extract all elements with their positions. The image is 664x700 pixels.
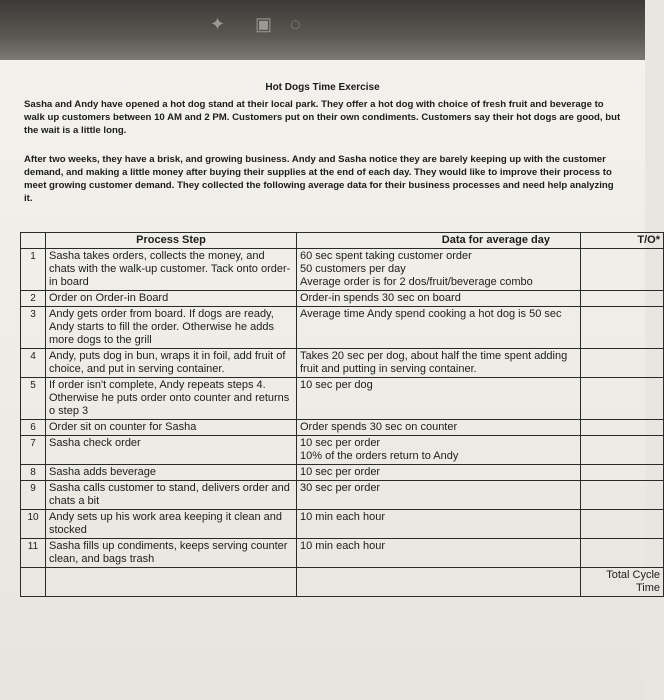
row-process-step: Sasha calls customer to stand, delivers order and chats a bit [46,481,297,510]
row-number: 10 [21,510,46,539]
photo-top-dark-band [0,0,645,60]
row-data: 10 sec per dog [297,378,581,420]
row-tio [581,378,664,420]
row-number: 5 [21,378,46,420]
row-data: 30 sec per order [297,481,581,510]
table-header-row [21,233,664,249]
table-row [21,378,664,420]
row-number: 3 [21,307,46,349]
row-data: Order-in spends 30 sec on board [297,291,581,307]
row-process-step: Sasha adds beverage [46,465,297,481]
process-table [20,232,664,597]
row-tio [581,349,664,378]
row-process-step: Andy, puts dog in bun, wraps it in foil, add fruit of choice, and put in serving container. [46,349,297,378]
row-number: 2 [21,291,46,307]
row-number: 8 [21,465,46,481]
row-data: 10 sec per order 10% of the orders return to Andy [297,436,581,465]
row-tio [581,249,664,291]
header-tio: T/O* [581,233,664,249]
row-data: Takes 20 sec per dog, about half the time spent adding fruit and putting in serving container. [297,349,581,378]
row-data: Average time Andy spend cooking a hot dog is 50 sec [297,307,581,349]
row-tio [581,420,664,436]
row-tio [581,539,664,568]
context-paragraph: After two weeks, they have a brisk, and growing business. Andy and Sasha notice they are barely keeping up with the customer demand, and making a little money after buying their supplies at the end of each day. They would like to improve their process to meet growing customer demand. They collected the following average data for their business processes and need help analyzing it. [24,154,614,204]
table-row [21,465,664,481]
row-process-step: If order isn't complete, Andy repeats steps 4. Otherwise he puts order onto counter and returns o step 3 [46,378,297,420]
row-tio [581,481,664,510]
row-data: 10 sec per order [297,465,581,481]
row-tio [581,510,664,539]
row-process-step: Andy gets order from board. If dogs are ready, Andy starts to fill the order. Otherwise he adds more dogs to the grill [46,307,297,349]
table-footer-row [21,568,664,597]
row-tio [581,307,664,349]
row-process-step: Order sit on counter for Sasha [46,420,297,436]
table-row [21,349,664,378]
table-row [21,510,664,539]
table-row [21,249,664,291]
row-number: 6 [21,420,46,436]
row-tio [581,291,664,307]
footer-num-cell [21,568,46,597]
document-title: Hot Dogs Time Exercise [265,82,380,93]
row-tio [581,436,664,465]
header-data: Data for average day [297,233,581,249]
header-process-step: Process Step [46,233,297,249]
row-number: 1 [21,249,46,291]
row-number: 11 [21,539,46,568]
intro-paragraph: Sasha and Andy have opened a hot dog stand at their local park. They offer a hot dog with choice of fresh fruit and beverage to walk up customers between 10 AM and 2 PM. Customers put on their own condiments. Customers say their hot dogs are good, but the wait is a little long. [24,99,621,136]
row-data: 60 sec spent taking customer order 50 customers per day Average order is for 2 dos/fruit/beverage combo [297,249,581,291]
row-process-step: Sasha takes orders, collects the money, and chats with the walk-up customer. Tack onto order-in board [46,249,297,291]
row-process-step: Sasha check order [46,436,297,465]
total-cycle-time-label: Total Cycle Time [581,568,664,597]
row-process-step: Order on Order-in Board [46,291,297,307]
background-circle-icon: ◌ [290,14,301,34]
row-number: 7 [21,436,46,465]
table-row [21,481,664,510]
document-page [0,60,660,700]
footer-step-cell [46,568,297,597]
row-number: 9 [21,481,46,510]
footer-data-cell [297,568,581,597]
row-data: 10 min each hour [297,510,581,539]
row-data: 10 min each hour [297,539,581,568]
background-blur-icon: ✦ [210,14,226,34]
row-tio [581,465,664,481]
row-process-step: Andy sets up his work area keeping it clean and stocked [46,510,297,539]
row-number: 4 [21,349,46,378]
table-row [21,539,664,568]
table-row [21,307,664,349]
row-process-step: Sasha fills up condiments, keeps serving counter clean, and bags trash [46,539,297,568]
table-row [21,291,664,307]
background-square-icon: ▣ [255,14,273,34]
row-data: Order spends 30 sec on counter [297,420,581,436]
header-num [21,233,46,249]
table-row [21,436,664,465]
table-row [21,420,664,436]
